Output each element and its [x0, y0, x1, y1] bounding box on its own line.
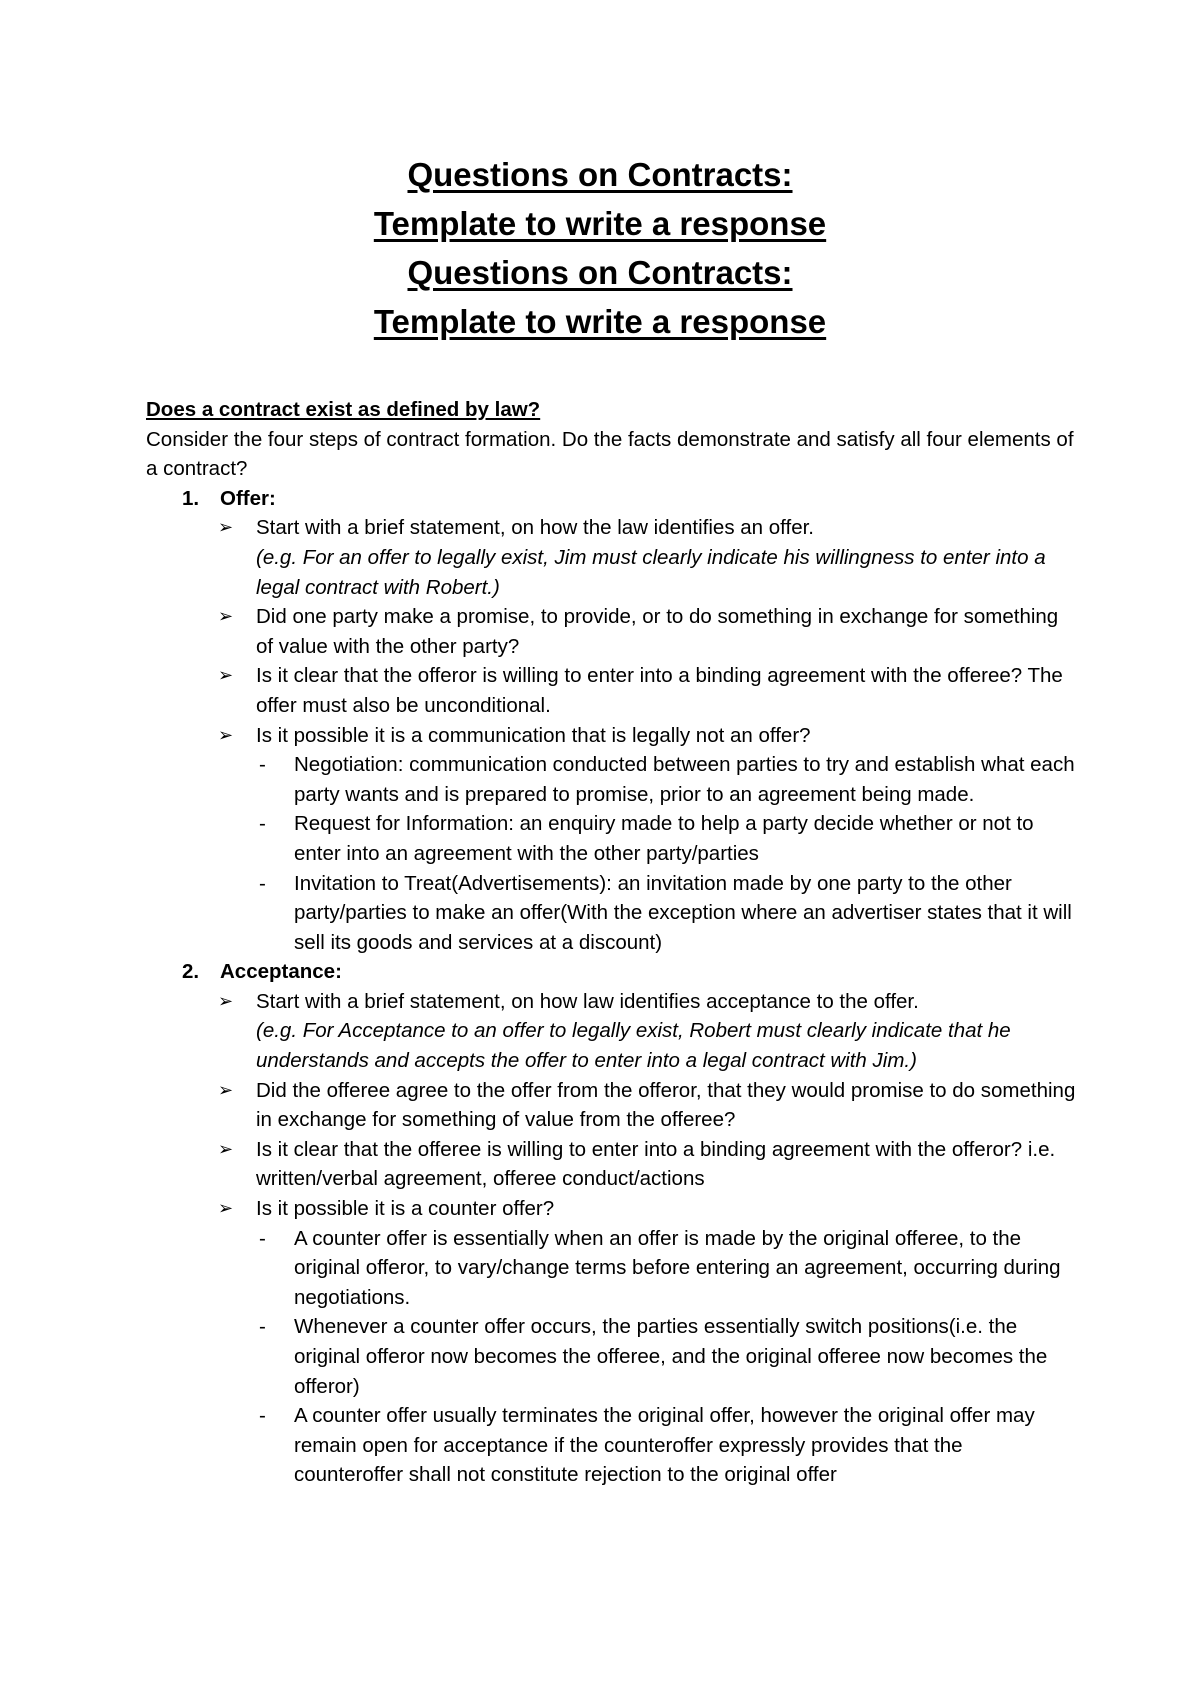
list-item — [146, 721, 1076, 751]
page-title: Questions on Contracts: — [407, 156, 793, 193]
sub-item-text: Request for Information: an enquiry made to help a party decide whether or not to enter into an agreement with the other party/parties — [294, 812, 1034, 865]
title-block — [0, 150, 1200, 346]
bullet-text: Did the offeree agree to the offer from the offeror, that they would promise to do something in exchange for something of value from the offeree? — [256, 1078, 1076, 1132]
sub-list-item — [146, 1224, 1076, 1313]
item-number: 2. — [182, 960, 200, 984]
arrow-bullet-icon: ➢ — [218, 517, 234, 538]
sub-list-item — [146, 1312, 1076, 1401]
bullet-text: Start with a brief statement, on how the law identifies an offer. — [256, 516, 814, 540]
list-item — [146, 602, 1076, 661]
sub-item-text: Whenever a counter offer occurs, the parties essentially switch positions(i.e. the original offeror now becomes the offeree, and the original offeree now becomes the offeror) — [294, 1315, 1048, 1398]
sub-item-text: A counter offer usually terminates the original offer, however the original offer may remain open for acceptance if the counteroffer expressly provides that the counteroffer shall not constitute rejection to the original offer — [294, 1404, 1035, 1487]
item-number: 1. — [182, 486, 200, 510]
sub-list-item — [146, 750, 1076, 809]
arrow-bullet-icon: ➢ — [218, 1138, 234, 1159]
arrow-bullet-icon: ➢ — [218, 1198, 234, 1219]
list-item — [146, 1135, 1076, 1194]
sub-list-item — [146, 1401, 1076, 1490]
section-heading: Does a contract exist as defined by law? — [146, 398, 541, 421]
list-item — [146, 1076, 1076, 1135]
sub-item-text: A counter offer is essentially when an offer is made by the original offeree, to the original offeror, to vary/change terms before entering an agreement, occurring during negotiations. — [294, 1226, 1061, 1309]
bullet-text: Did one party make a promise, to provide, or to do something in exchange for something of value with the other party? — [256, 605, 1059, 658]
list-item — [146, 1194, 1076, 1224]
arrow-bullet-icon: ➢ — [218, 990, 234, 1011]
arrow-bullet-icon: ➢ — [218, 665, 234, 686]
page-subtitle: Template to write a response — [373, 205, 827, 242]
item-label: Offer: — [220, 486, 276, 510]
list-item — [146, 661, 1076, 720]
list-item — [146, 513, 1076, 543]
bullet-text: Is it possible it is a communication that is legally not an offer? — [256, 723, 811, 747]
dash-bullet: - — [259, 1404, 266, 1428]
document-body — [146, 395, 1076, 1490]
dash-bullet: - — [259, 1315, 266, 1339]
bullet-text: Start with a brief statement, on how law identifies acceptance to the offer. — [256, 989, 919, 1013]
example-text: (e.g. For Acceptance to an offer to legally exist, Robert must clearly indicate that he understands and accepts the offer to enter into a legal contract with Jim.) — [256, 1019, 1011, 1073]
bullet-text: Is it possible it is a counter offer? — [256, 1197, 555, 1221]
list-item — [146, 987, 1076, 1017]
numbered-item-offer — [146, 484, 1076, 514]
page-title-repeat: Questions on Contracts: — [407, 254, 793, 291]
numbered-item-acceptance — [146, 957, 1076, 987]
example-text: (e.g. For an offer to legally exist, Jim must clearly indicate his willingness to enter into a legal contract with Robert.) — [256, 545, 1046, 599]
dash-bullet: - — [259, 753, 266, 777]
sub-item-text: Invitation to Treat(Advertisements): an invitation made by one party to the other party/parties to make an offer(With the exception where an advertiser states that it will sell its goods and services at a discount) — [294, 871, 1072, 954]
dash-bullet: - — [259, 871, 266, 895]
sub-list-item — [146, 809, 1076, 868]
dash-bullet: - — [259, 1226, 266, 1250]
bullet-text: Is it clear that the offeree is willing to enter into a binding agreement with the offeror? i.e. written/verbal agreement, offeree conduct/actions — [256, 1137, 1056, 1191]
item-label: Acceptance: — [220, 960, 342, 984]
section-intro: Consider the four steps of contract formation. Do the facts demonstrate and satisfy all four elements of a contract? — [146, 427, 1074, 481]
arrow-bullet-icon: ➢ — [218, 724, 234, 745]
sub-item-text: Negotiation: communication conducted between parties to try and establish what each party wants and is prepared to promise, prior to an agreement being made. — [294, 753, 1075, 806]
dash-bullet: - — [259, 812, 266, 836]
sub-list-item — [146, 869, 1076, 958]
page-subtitle-repeat: Template to write a response — [373, 303, 827, 340]
arrow-bullet-icon: ➢ — [218, 1079, 234, 1100]
arrow-bullet-icon: ➢ — [218, 606, 234, 627]
bullet-text: Is it clear that the offeror is willing to enter into a binding agreement with the offeree? The offer must also be unconditional. — [256, 664, 1063, 717]
